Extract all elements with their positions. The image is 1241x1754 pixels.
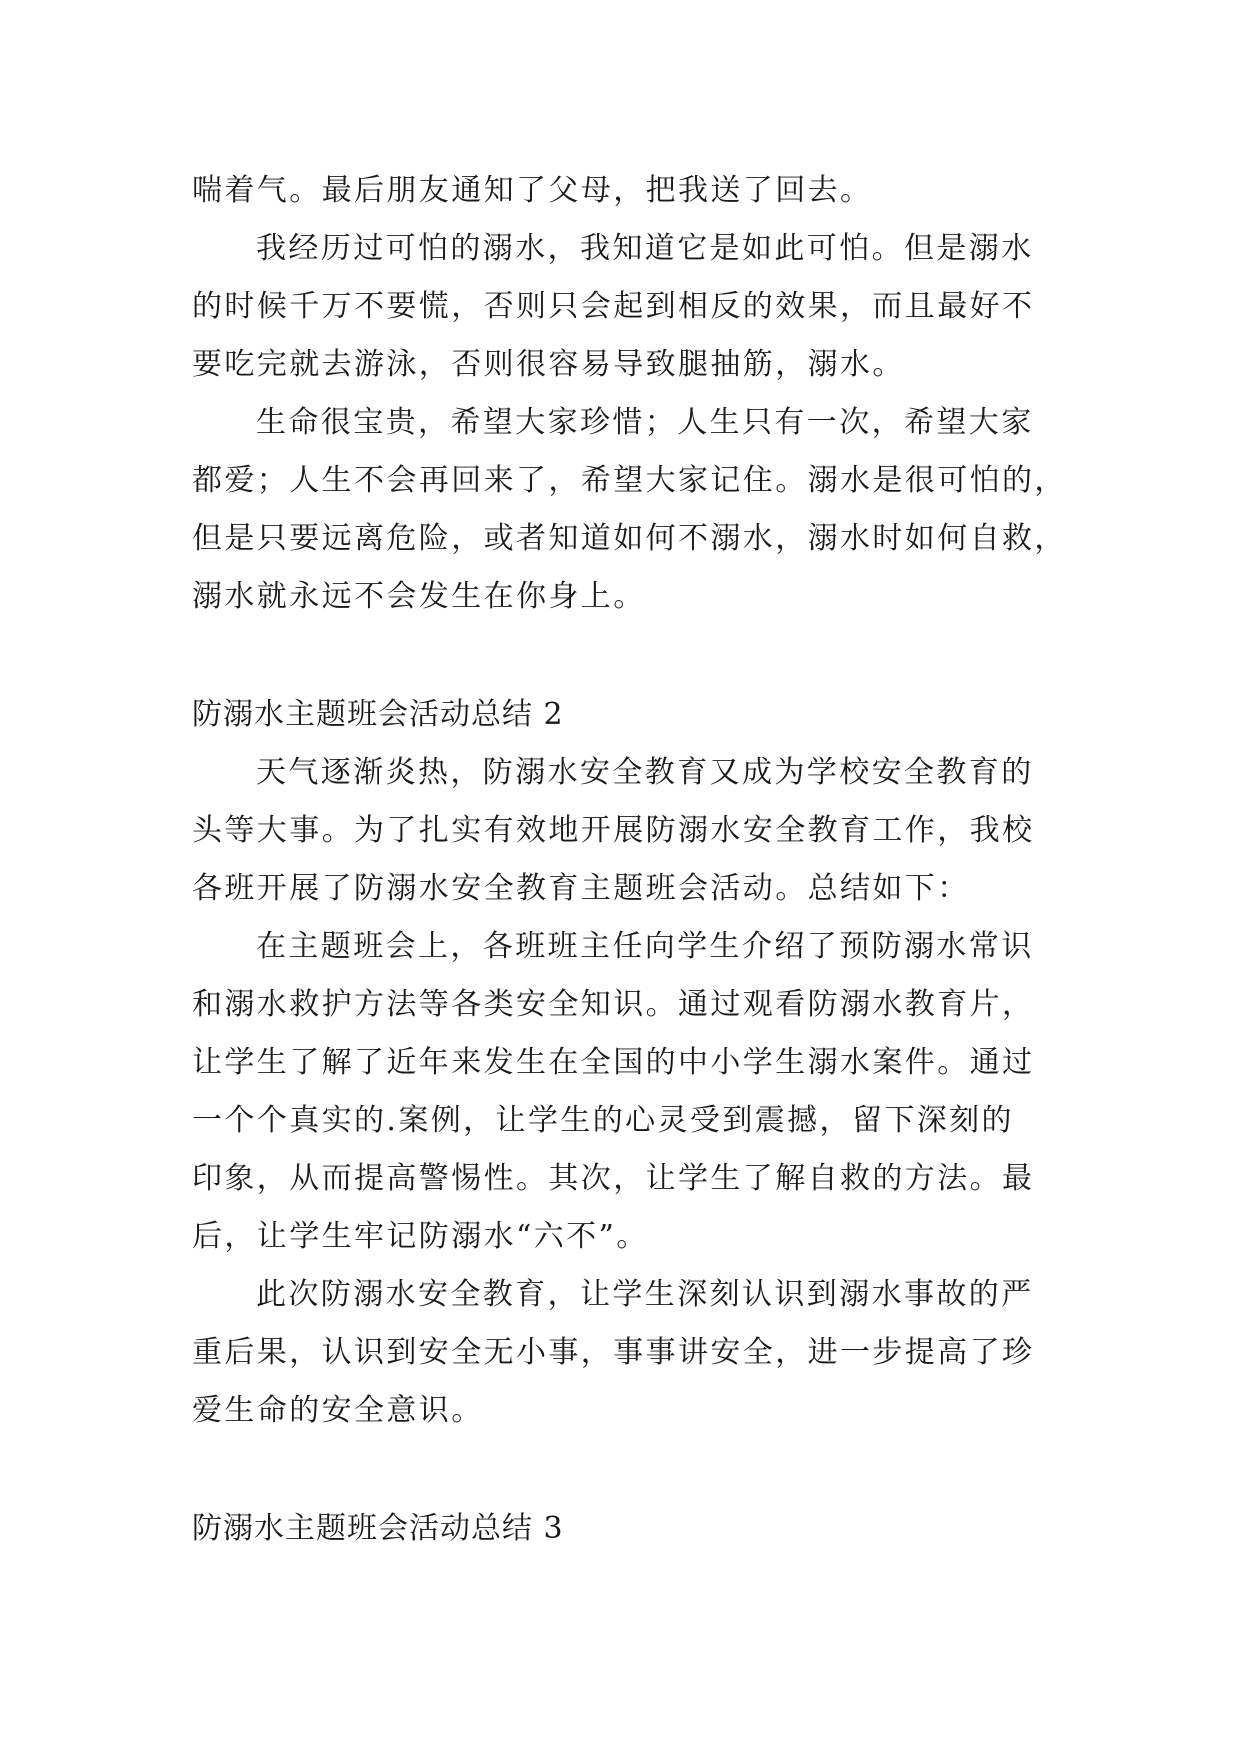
text-line: 喘着气。最后朋友通知了父母，把我送了回去。 xyxy=(192,173,873,208)
text-line: 印象，从而提高警惕性。其次，让学生了解自救的方法。最 xyxy=(192,1161,1035,1196)
paragraph-experience xyxy=(192,220,1052,394)
paragraph-class-meeting xyxy=(192,918,1052,1266)
text-line: 溺水就永远不会发生在你身上。 xyxy=(192,579,646,614)
section-spacer xyxy=(192,626,1052,686)
section-spacer xyxy=(192,1440,1052,1500)
text-line: 但是只要远离危险，或者知道如何不溺水，溺水时如何自救， xyxy=(192,521,1067,556)
text-line: 生命很宝贵，希望大家珍惜；人生只有一次，希望大家 xyxy=(256,405,1034,440)
paragraph-life xyxy=(192,394,1067,626)
text-line: 此次防溺水安全教育，让学生深刻认识到溺水事故的严 xyxy=(256,1277,1034,1312)
text-line: 都爱；人生不会再回来了，希望大家记住。溺水是很可怕的， xyxy=(192,463,1067,498)
text-line: 天气逐渐炎热，防溺水安全教育又成为学校安全教育的 xyxy=(256,755,1034,790)
text-line: 重后果，认识到安全无小事，事事讲安全，进一步提高了珍 xyxy=(192,1335,1035,1370)
text-line: 让学生了解了近年来发生在全国的中小学生溺水案件。通过 xyxy=(192,1045,1035,1080)
text-line: 各班开展了防溺水安全教育主题班会活动。总结如下： xyxy=(192,871,970,906)
text-line: 后，让学生牢记防溺水“六不”。 xyxy=(192,1219,649,1254)
text-line: 在主题班会上，各班班主任向学生介绍了预防溺水常识 xyxy=(256,929,1034,964)
text-line: 的时候千万不要慌，否则只会起到相反的效果，而且最好不 xyxy=(192,289,1035,324)
section-heading-2: 防溺水主题班会活动总结 2 xyxy=(192,697,564,732)
paragraph-continuation xyxy=(192,162,1052,220)
section-heading-3: 防溺水主题班会活动总结 3 xyxy=(192,1511,564,1546)
text-line: 爱生命的安全意识。 xyxy=(192,1393,484,1428)
text-line: 要吃完就去游泳，否则很容易导致腿抽筋，溺水。 xyxy=(192,347,905,382)
paragraph-intro xyxy=(192,744,1052,918)
text-line: 和溺水救护方法等各类安全知识。通过观看防溺水教育片， xyxy=(192,987,1035,1022)
text-line: 头等大事。为了扎实有效地开展防溺水安全教育工作，我校 xyxy=(192,813,1035,848)
document-page xyxy=(192,162,1067,1558)
text-line: 我经历过可怕的溺水，我知道它是如此可怕。但是溺水 xyxy=(256,231,1034,266)
text-line: 一个个真实的.案例，让学生的心灵受到震撼，留下深刻的 xyxy=(192,1103,1014,1138)
paragraph-conclusion xyxy=(192,1266,1052,1440)
